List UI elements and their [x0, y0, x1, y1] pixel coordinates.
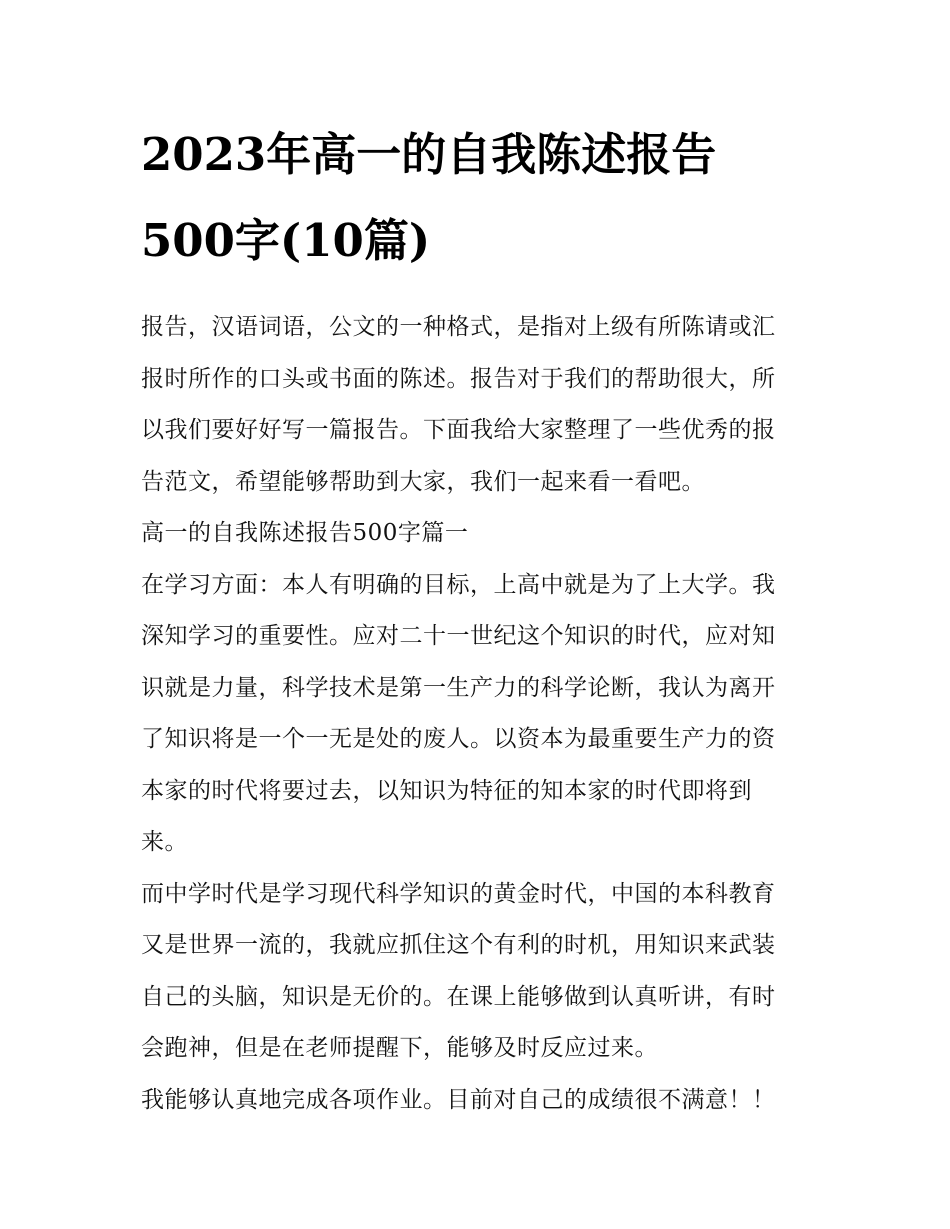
document-title — [141, 112, 813, 284]
title-line: 2023年高一的自我陈述报告 — [141, 128, 717, 181]
body-paragraph — [141, 1075, 813, 1127]
text-line: 报时所作的口头或书面的陈述。报告对于我们的帮助很大，所 — [141, 365, 776, 392]
text-line: 本家的时代将要过去，以知识为特征的知本家的时代即将到 — [141, 777, 752, 804]
text-line: 识就是力量，科学技术是第一生产力的科学论断，我认为离开 — [141, 674, 776, 701]
text-line: 会跑神，但是在老师提醒下，能够及时反应过来。 — [141, 1035, 658, 1061]
text-line: 了知识将是一个一无是处的废人。以资本为最重要生产力的资 — [141, 726, 776, 752]
text-line: 来。 — [141, 829, 188, 855]
text-line: 报告，汉语词语，公文的一种格式，是指对上级有所陈请或汇 — [141, 314, 776, 340]
text-line: 在学习方面：本人有明确的目标，上高中就是为了上大学。我 — [141, 571, 776, 598]
text-line: 告范文，希望能够帮助到大家，我们一起来看一看吧。 — [141, 468, 705, 495]
text-line: 深知学习的重要性。应对二十一世纪这个知识的时代，应对知 — [141, 623, 776, 649]
body-paragraph — [141, 560, 813, 869]
body-paragraph — [141, 869, 813, 1075]
text-line: 以我们要好好写一篇报告。下面我给大家整理了一些优秀的报 — [141, 417, 776, 443]
document-page — [141, 112, 813, 1126]
text-line: 高一的自我陈述报告500字篇一 — [141, 520, 469, 546]
text-line: 而中学时代是学习现代科学知识的黄金时代，中国的本科教育 — [141, 880, 776, 907]
text-line: 又是世界一流的，我就应抓住这个有利的时机，用知识来武装 — [141, 932, 776, 958]
title-line: 500字(10篇) — [141, 214, 431, 267]
section-heading — [141, 508, 813, 560]
intro-paragraph — [141, 302, 813, 508]
text-line: 我能够认真地完成各项作业。目前对自己的成绩很不满意！！ — [141, 1086, 776, 1113]
text-line: 自己的头脑，知识是无价的。在课上能够做到认真听讲，有时 — [141, 983, 776, 1010]
